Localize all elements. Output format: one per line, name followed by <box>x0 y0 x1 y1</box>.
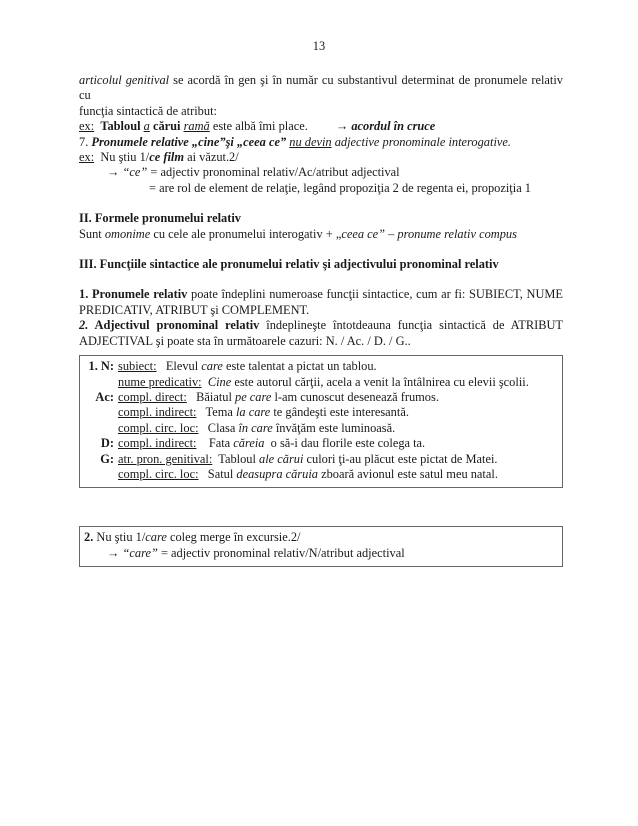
examples-box-pronoun <box>79 355 563 488</box>
box2-example: 2. Nu ştiu 1/care coleg merge în excursie.2/ <box>84 530 301 545</box>
box1-example-row: 1. N: subiect: Elevul care este talentat a pictat un tablou. <box>80 359 562 374</box>
box1-example-row: Ac: compl. direct: Băiatul pe care l-am cunoscut desenează frumos. <box>80 390 562 405</box>
section-3-para-2-line-2: ADJECTIVAL şi poate sta în următoarele cazuri: N. / Ac. / D. / G.. <box>79 333 411 348</box>
function-label: compl. circ. loc: <box>118 466 199 481</box>
function-label: subiect: <box>118 359 157 374</box>
section-3-para-2: 2. Adjectivul pronominal relativ îndeplineşte întotdeauna funcţia sintactică de ATRIBUT <box>79 318 564 333</box>
box1-example-row: compl. circ. loc: Clasa în care învăţăm este luminoasă. <box>118 420 396 435</box>
section-3-title: III. Funcţiile sintactice ale pronumelui relativ şi adjectivului pronominal relativ <box>79 257 499 272</box>
section-2-text: Sunt omonime cu cele ale pronumelui interogativ + „ceea ce” – pronume relativ compus <box>79 226 517 241</box>
function-label: compl. indirect: <box>118 405 197 420</box>
function-label: nume predicativ: <box>118 374 202 389</box>
examples-box-adjective <box>79 526 563 567</box>
box1-example-row: compl. circ. loc: Satul deasupra căruia zboară avionul este satul meu natal. <box>118 466 498 481</box>
case-label: D: <box>100 436 114 451</box>
case-label: 1. N: <box>88 359 114 374</box>
function-label: atr. pron. genitival: <box>118 451 213 466</box>
point-7: 7. Pronumele relative „cine”şi „ceea ce” nu devin adjective pronominale interogative. <box>79 134 511 149</box>
case-label: G: <box>100 451 114 466</box>
intro-line-1: articolul genitival se acordă în gen şi în număr cu substantivul determinat de pronumele relativ cu <box>79 73 563 103</box>
intro-line-2: funcţia sintactică de atribut: <box>79 103 217 118</box>
function-label: compl. indirect: <box>118 436 197 451</box>
page-content <box>79 73 563 567</box>
box1-example-row: nume predicativ: Cine este autorul cărţii, acela a venit la întâlnirea cu elevii şcolii. <box>118 374 529 389</box>
relative-word: Cine <box>207 374 232 389</box>
box2-analysis: → “care” = adjectiv pronominal relativ/N/atribut adjectival <box>107 545 405 560</box>
function-label: compl. circ. loc: <box>118 420 199 435</box>
example-2: ex: Nu ştiu 1/ce film ai văzut.2/ <box>79 150 239 165</box>
page-number: 13 <box>312 39 326 53</box>
relative-word: în care <box>238 420 273 435</box>
box1-example-row: D: compl. indirect: Fata căreia o să-i dau florile este colega ta. <box>80 436 562 451</box>
relative-word: ale cărui <box>259 451 304 466</box>
example-2-explanation: = are rol de element de relaţie, legând propoziţia 2 de regenta ei, propoziţia 1 <box>149 180 531 195</box>
relative-word: care <box>201 359 223 374</box>
relative-word: căreia <box>233 436 265 451</box>
example-1: ex: Tabloul a cărui ramă este albă îmi place. → acordul în cruce <box>79 119 436 134</box>
section-2-title: II. Formele pronumelui relativ <box>79 211 241 226</box>
section-3-para-1: 1. Pronumele relativ poate îndeplini numeroase funcţii sintactice, cum ar fi: SUBIECT, NUME <box>79 287 563 302</box>
box1-example-row: G: atr. pron. genitival: Tabloul ale cărui culori ţi-au plăcut este pictat de Matei. <box>80 452 562 467</box>
example-2-analysis: → “ce” = adjectiv pronominal relativ/Ac/atribut adjectival <box>107 165 400 180</box>
section-3-para-1-line-2: PREDICATIV, ATRIBUT şi COMPLEMENT. <box>79 302 310 317</box>
relative-word: pe care <box>235 389 272 404</box>
case-label: Ac: <box>95 389 114 404</box>
box1-example-row: compl. indirect: Tema la care te gândeşti este interesantă. <box>118 405 409 420</box>
relative-word: la care <box>235 405 271 420</box>
function-label: compl. direct: <box>118 389 187 404</box>
relative-word: deasupra căruia <box>236 466 318 481</box>
